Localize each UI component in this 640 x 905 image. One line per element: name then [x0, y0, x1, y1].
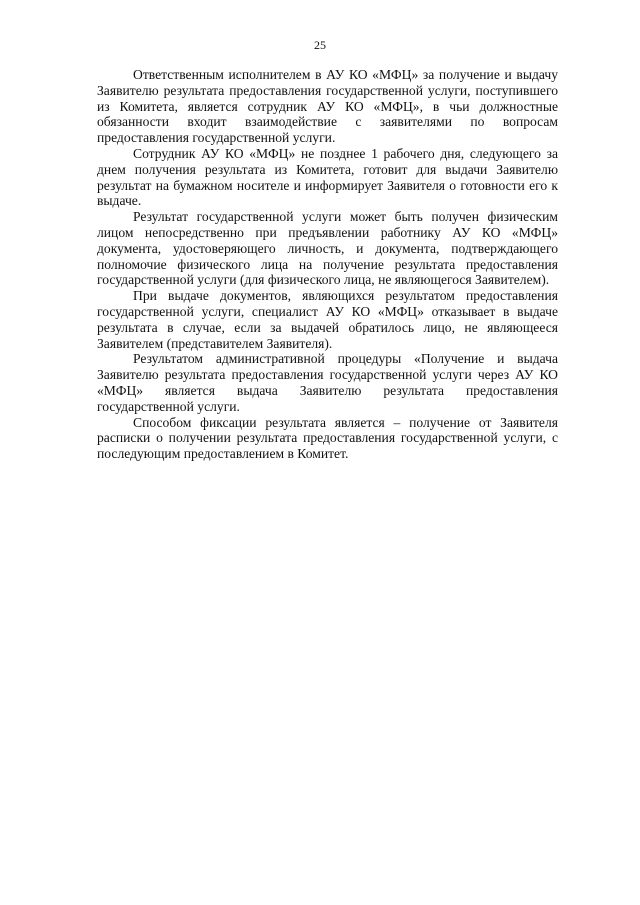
- paragraph-receipt-conditions: Результат государственной услуги может быть получен физическим лицом непосредственно при предъявлении работнику АУ КО «МФЦ» документа, удостоверяющего личность, и документа, подтверждающего полномочие физического лица на получение результата предоставления государственной услуги (для физического лица, не являющегося Заявителем).: [97, 209, 558, 288]
- document-body: [97, 67, 558, 462]
- paragraph-preparation-deadline: Сотрудник АУ КО «МФЦ» не позднее 1 рабочего дня, следующего за днем получения результата из Комитета, готовит для выдачи Заявителю результат на бумажном носителе и информирует Заявителя о готовности его к выдаче.: [97, 145, 558, 209]
- paragraph-fixation-method: Способом фиксации результата является – получение от Заявителя расписки о получении результата предоставления государственной услуги, с последующим предоставлением в Комитет.: [97, 414, 558, 462]
- paragraph-refusal-case: При выдаче документов, являющихся результатом предоставления государственной услуги, специалист АУ КО «МФЦ» отказывает в выдаче результата в случае, если за выдачей обратилось лицо, не являющееся Заявителем (представителем Заявителя).: [97, 288, 558, 351]
- paragraph-procedure-result: Результатом административной процедуры «Получение и выдача Заявителю результата предоставления государственной услуги через АУ КО «МФЦ» является выдача Заявителю результата предоставления государственной услуги.: [97, 351, 558, 414]
- page-number: 25: [314, 38, 326, 52]
- paragraph-responsible-executor: Ответственным исполнителем в АУ КО «МФЦ» за получение и выдачу Заявителю результата предоставления государственной услуги, поступившего из Комитета, является сотрудник АУ КО «МФЦ», в чьи должностные обязанности входит взаимодействие с заявителями по вопросам предоставления государственной услуги.: [97, 67, 558, 146]
